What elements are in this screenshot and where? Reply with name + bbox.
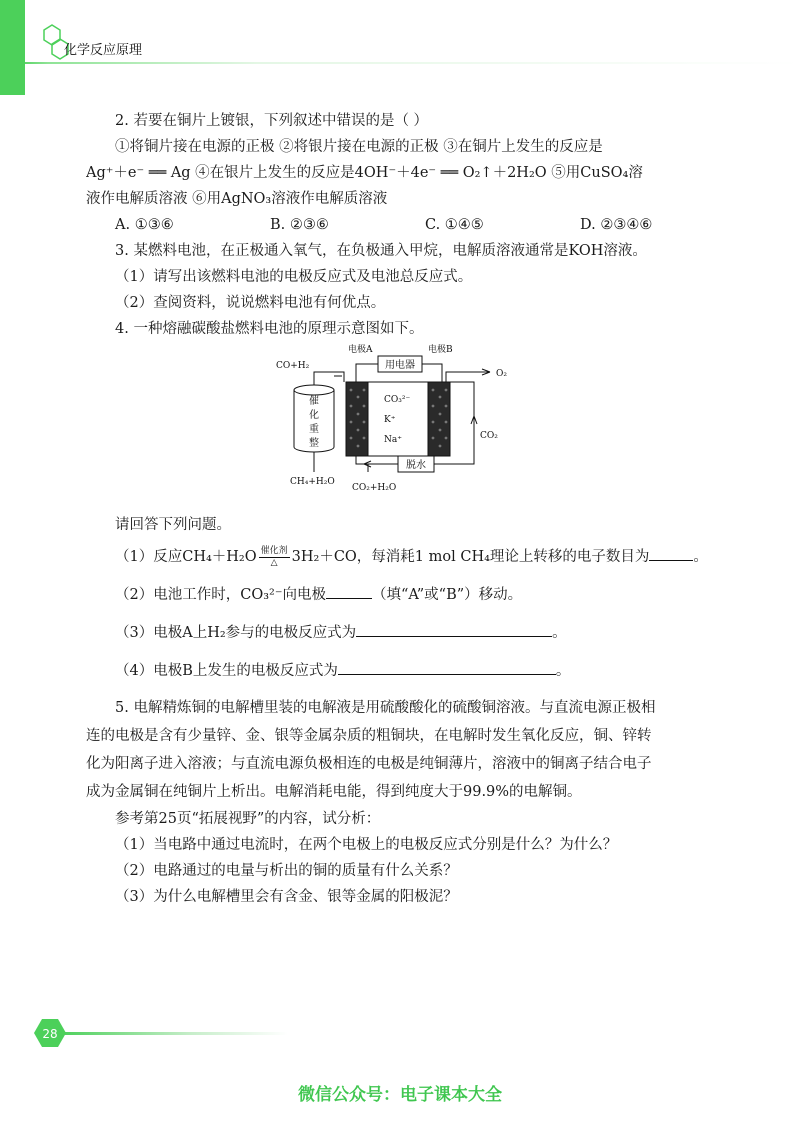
sub-3-end: 。 bbox=[552, 625, 567, 641]
sub-4-end: 。 bbox=[555, 663, 571, 679]
sub-1-reactants: （1）反应CH₄＋H₂O bbox=[115, 549, 257, 565]
question-2-line-1: ①将铜片接在电源的正极 ②将银片接在电源的正极 ③在铜片上发生的反应是 bbox=[115, 139, 603, 155]
section-title: 化学反应原理 bbox=[64, 43, 143, 58]
catalyst-label: 催化剂 bbox=[260, 545, 288, 556]
co2-label: CO₂ bbox=[480, 431, 498, 441]
answer-blank-1[interactable] bbox=[649, 542, 693, 561]
question-4-intro: 请回答下列问题。 bbox=[115, 517, 231, 533]
exhaust-label: CO₂+H₂O bbox=[352, 483, 397, 493]
question-5-line-4: 成为金属铜在纯铜片上析出。电解消耗电能，得到纯度大于99.9%的电解铜。 bbox=[86, 784, 582, 800]
electrode-a bbox=[346, 382, 368, 456]
question-4-sub-4 bbox=[86, 652, 718, 690]
sub-3-text: （3）电极A上H₂参与的电极反应式为 bbox=[115, 625, 357, 641]
oxygen-label: O₂ bbox=[496, 369, 507, 379]
dehydration-label: 脱水 bbox=[406, 460, 426, 471]
sub-1-products: 3H₂＋CO，每消耗1 mol CH₄理论上转移的电子数目为 bbox=[291, 549, 650, 565]
answer-blank-2[interactable] bbox=[326, 580, 372, 599]
option-c: C. ①④⑤ bbox=[425, 217, 484, 233]
question-4-sub-1 bbox=[86, 538, 718, 576]
question-5-sub-3: （3）为什么电解槽里会有含金、银等金属的阳极泥？ bbox=[115, 889, 458, 905]
question-4-sub-2 bbox=[86, 576, 718, 614]
question-3-sub-2: （2）查阅资料，说说燃料电池有何优点。 bbox=[115, 295, 386, 311]
reaction-condition bbox=[259, 546, 290, 569]
option-d: D. ②③④⑥ bbox=[580, 217, 653, 233]
option-b: B. ②③⑥ bbox=[270, 217, 329, 233]
inlet-label: CO+H₂ bbox=[276, 361, 310, 371]
electrode-b-label: 电极B bbox=[428, 345, 453, 355]
question-3-sub-1: （1）请写出该燃料电池的电极反应式及电池总反应式。 bbox=[115, 269, 473, 285]
reformer-char-1: 催 bbox=[309, 396, 319, 407]
question-4-stem: 4. 一种熔融碳酸盐燃料电池的原理示意图如下。 bbox=[115, 321, 424, 337]
ion-potassium: K⁺ bbox=[384, 415, 396, 425]
reformer-char-3: 重 bbox=[309, 424, 319, 435]
heat-symbol: △ bbox=[270, 557, 278, 568]
question-5-sub-1: （1）当电路中通过电流时，在两个电极上的电极反应式分别是什么？为什么？ bbox=[115, 837, 618, 853]
watermark: 微信公众号：电子课本大全 bbox=[298, 1085, 502, 1105]
reformer-input-label: CH₄+H₂O bbox=[290, 477, 335, 487]
question-5-line-1: 5. 电解精炼铜的电解槽里装的电解液是用硫酸酸化的硫酸铜溶液。与直流电源正极相 bbox=[115, 700, 656, 716]
sub-4-text: （4）电极B上发生的电极反应式为 bbox=[115, 663, 338, 679]
question-3-stem: 3. 某燃料电池，在正极通入氧气，在负极通入甲烷，电解质溶液通常是KOH溶液。 bbox=[115, 243, 647, 259]
reformer-char-4: 整 bbox=[309, 438, 319, 449]
electrode-a-label: 电极A bbox=[348, 345, 373, 355]
sub-1-end: 。 bbox=[693, 549, 708, 565]
ion-carbonate: CO₃²⁻ bbox=[384, 395, 411, 405]
electrode-b bbox=[428, 382, 450, 456]
option-a: A. ①③⑥ bbox=[115, 217, 174, 233]
question-2-line-2: Ag⁺＋e⁻ ══ Ag ④在银片上发生的反应是4OH⁻＋4e⁻ ══ O₂↑＋2H₂O ⑤用CuSO₄溶 bbox=[86, 165, 643, 181]
page-number: 28 bbox=[42, 1027, 58, 1041]
question-5-reference: 参考第25页“拓展视野”的内容，试分析： bbox=[115, 811, 381, 827]
sub-2-text: （2）电池工作时，CO₃²⁻向电极 bbox=[115, 587, 326, 603]
fuel-cell-diagram bbox=[86, 342, 718, 512]
question-5-line-2: 连的电极是含有少量锌、金、银等金属杂质的粗铜块，在电解时发生氧化反应，铜、锌转 bbox=[86, 728, 652, 744]
question-5-sub-2: （2）电路通过的电量与析出的铜的质量有什么关系？ bbox=[115, 863, 458, 879]
reformer-char-2: 化 bbox=[309, 410, 319, 421]
question-2-line-3: 液作电解质溶液 ⑥用AgNO₃溶液作电解质溶液 bbox=[86, 191, 388, 207]
question-2-stem: 2. 若要在铜片上镀银，下列叙述中错误的是（ ） bbox=[115, 113, 429, 129]
answer-blank-3[interactable] bbox=[356, 618, 552, 637]
ion-sodium: Na⁺ bbox=[384, 435, 402, 445]
question-4-sub-3 bbox=[86, 614, 718, 652]
sub-2-hint: （填“A”或“B”）移动。 bbox=[372, 587, 523, 603]
question-5-paragraph bbox=[86, 694, 718, 806]
appliance-label: 用电器 bbox=[385, 360, 415, 371]
answer-blank-4[interactable] bbox=[338, 656, 556, 675]
footer-band bbox=[0, 1008, 800, 1068]
page-content bbox=[86, 108, 718, 910]
question-2-options bbox=[86, 212, 718, 238]
question-5-line-3: 化为阳离子进入溶液；与直流电源负极相连的电极是纯铜薄片，溶液中的铜离子结合电子 bbox=[86, 756, 652, 772]
